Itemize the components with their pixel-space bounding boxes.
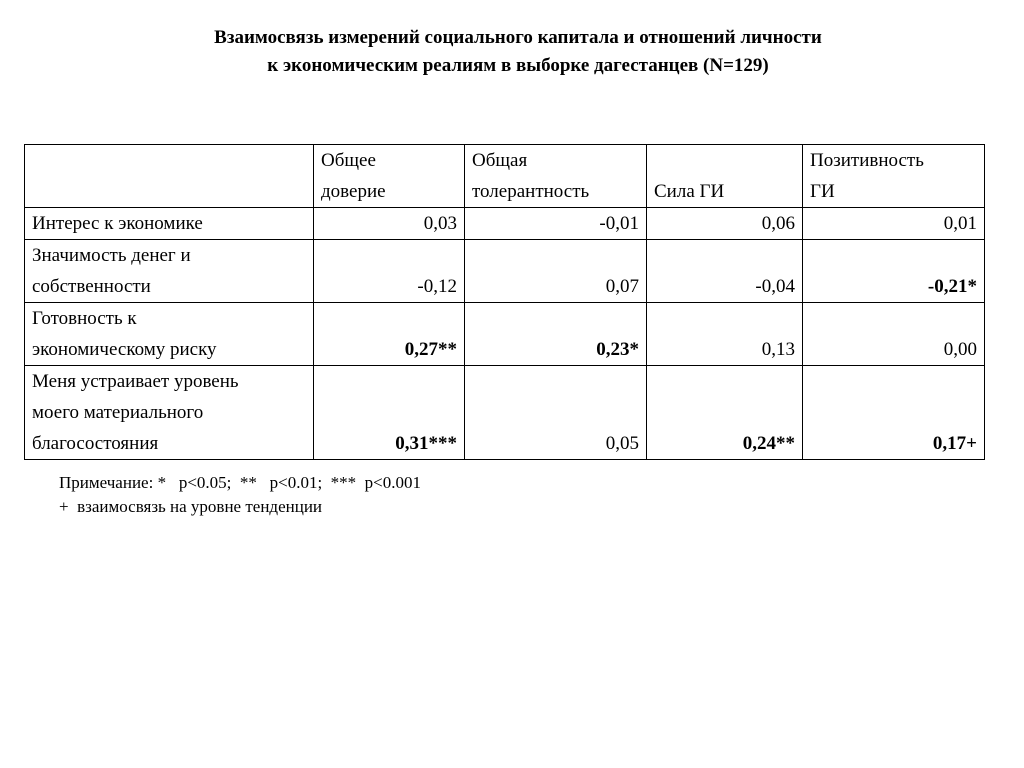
row-label-line: экономическому риску — [32, 339, 217, 360]
table-body — [25, 145, 985, 460]
correlation-cell: -0,01 — [465, 208, 647, 240]
header-row — [25, 145, 985, 208]
correlation-cell: -0,21* — [803, 240, 985, 303]
table-row — [25, 303, 985, 366]
note-significance-levels: Примечание: * p<0.05; ** p<0.01; *** p<0.001 — [59, 473, 422, 492]
correlation-table — [24, 144, 985, 460]
table-row — [25, 208, 985, 240]
row-label-line: Готовность к — [32, 308, 137, 329]
column-header-gi-positivity — [803, 145, 985, 208]
column-header-line: Сила ГИ — [654, 181, 725, 202]
row-label-line: Интерес к экономике — [32, 213, 203, 234]
title-line-1: Взаимосвязь измерений социального капитала и отношений личности — [214, 27, 822, 48]
row-label-line: моего материального — [32, 402, 204, 423]
correlation-cell: 0,31*** — [314, 366, 465, 460]
correlation-cell: 0,17+ — [803, 366, 985, 460]
row-label-line: Значимость денег и — [32, 245, 191, 266]
column-header-line: толерантность — [472, 181, 590, 202]
correlation-cell: 0,27** — [314, 303, 465, 366]
row-label-line: собственности — [32, 276, 151, 297]
correlation-cell: -0,12 — [314, 240, 465, 303]
correlation-cell: 0,01 — [803, 208, 985, 240]
column-header-line: ГИ — [810, 181, 835, 202]
row-label — [25, 240, 314, 303]
table-note — [59, 471, 421, 519]
row-label — [25, 366, 314, 460]
column-header-line: Позитивность — [810, 150, 924, 171]
column-header-line: Общее — [321, 150, 376, 171]
correlation-cell: 0,13 — [647, 303, 803, 366]
column-header-general-tolerance — [465, 145, 647, 208]
table-row — [25, 240, 985, 303]
correlation-cell: 0,05 — [465, 366, 647, 460]
table-row — [25, 366, 985, 460]
row-label-line: благосостояния — [32, 433, 159, 454]
header-empty-cell — [25, 145, 314, 208]
note-trend: + взаимосвязь на уровне тенденции — [59, 497, 323, 516]
title-line-2: к экономическим реалиям в выборке дагестанцев (N=129) — [267, 55, 769, 76]
column-header-gi-strength — [647, 145, 803, 208]
page-title — [0, 24, 1024, 80]
column-header-line: Общая — [472, 150, 528, 171]
row-label — [25, 208, 314, 240]
correlation-cell: 0,00 — [803, 303, 985, 366]
correlation-cell: 0,07 — [465, 240, 647, 303]
row-label — [25, 303, 314, 366]
correlation-cell: -0,04 — [647, 240, 803, 303]
correlation-cell: 0,24** — [647, 366, 803, 460]
correlation-cell: 0,23* — [465, 303, 647, 366]
column-header-line: доверие — [321, 181, 386, 202]
row-label-line: Меня устраивает уровень — [32, 371, 239, 392]
correlation-cell: 0,06 — [647, 208, 803, 240]
correlation-cell: 0,03 — [314, 208, 465, 240]
column-header-general-trust — [314, 145, 465, 208]
